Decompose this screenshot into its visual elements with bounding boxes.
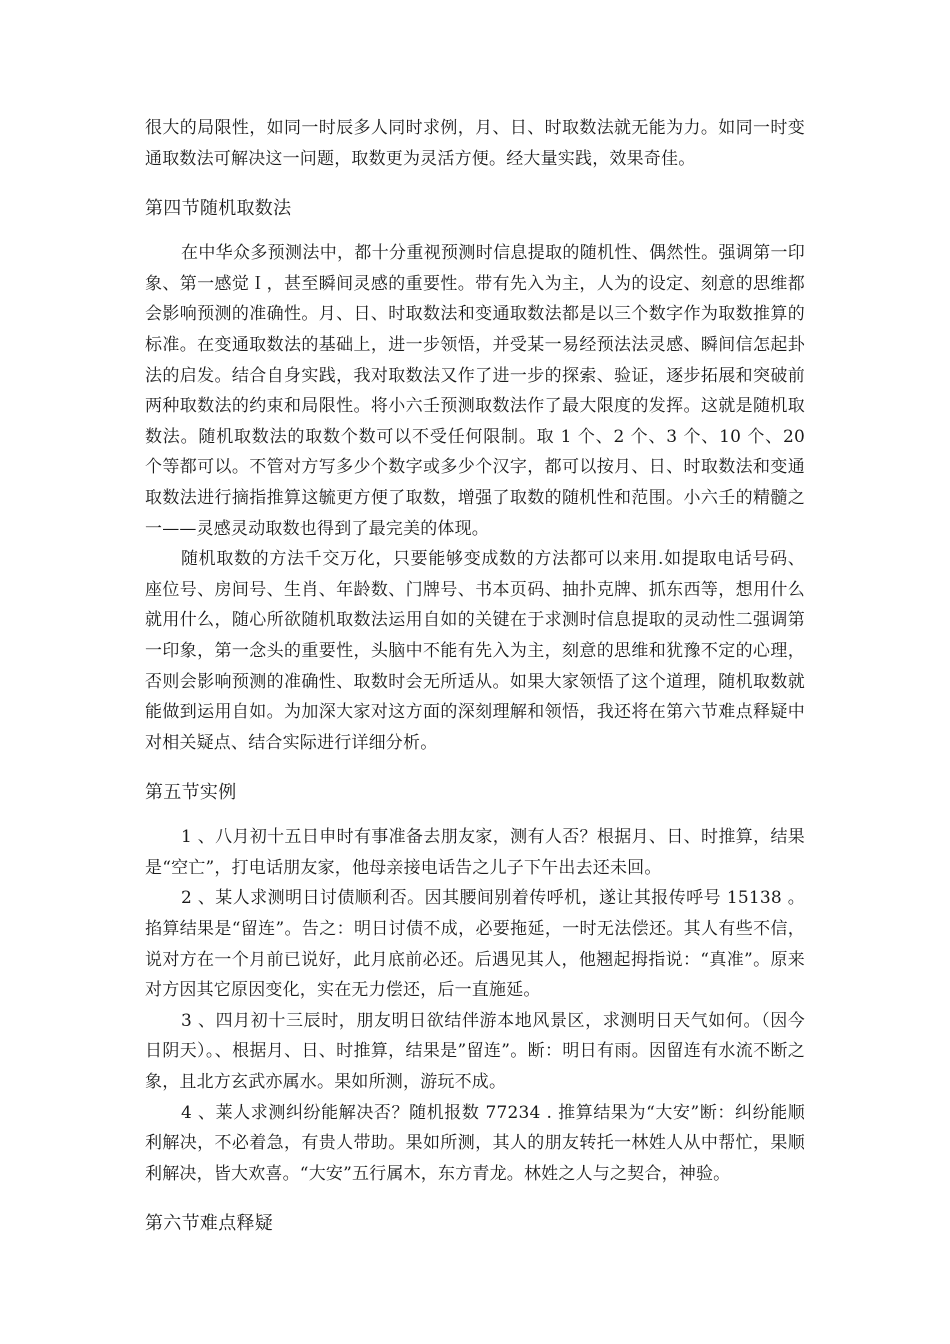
section-6-heading: 第六节难点释疑 <box>145 1213 274 1235</box>
example-4: 4 、莱人求测纠纷能解决否？随机报数 77234 . 推算结果为“大安”断：纠纷能顺利解决，不必着急，有贵人带助。果如所测，其人的朋友转托一林姓人从中帮忙，果顺利解决，皆大欢喜。“大安”五行属木，东方青龙。林姓之人与之契合，神验。 <box>145 1102 805 1184</box>
example-1: 1 、八月初十五日申时有事准备去朋友家，测有人否？根据月、日、时推算，结果是“空亡”，打电话朋友家，他母亲接电话告之儿子下午出去还未回。 <box>145 827 805 878</box>
section-5-heading: 第五节实例 <box>145 782 237 804</box>
intro-paragraph: 很大的局限性，如同一时辰多人同时求例，月、日、时取数法就无能为力。如同一时变通取数法可解决这一问题，取数更为灵活方便。经大量实践，效果奇佳。 <box>145 118 805 169</box>
example-2: 2 、某人求测明日讨债顺利否。因其腰间别着传呼机，遂让其报传呼号 15138 。掐算结果是“留连”。告之：明日讨债不成，必要拖延，一时无法偿还。其人有些不信，说对方在一个月前已说好，此月底前必还。后遇见其人，他翘起拇指说：“真准”。原来对方因其它原因变化，实在无力偿还，后一直施延。 <box>145 888 805 1001</box>
section-4-heading: 第四节随机取数法 <box>145 198 292 220</box>
example-3: 3 、四月初十三辰时，朋友明日欲结伴游本地风景区，求测明日天气如何。（因今日阴天）。、根据月、日、时推算，结果是”留连”。断：明日有雨。因留连有水流不断之象，且北方玄武亦属水。果如所测，游玩不成。 <box>145 1010 805 1093</box>
section-4-paragraph-2: 随机取数的方法千交万化，只要能够变成数的方法都可以来用.如提取电话号码、座位号、房间号、生肖、年龄数、门牌号、书本页码、抽扑克牌、抓东西等，想用什么就用什么，随心所欲随机取数法运用自如的关键在于求测时信息提取的灵动性二强调第一印象，第一念头的重要性，头脑中不能有先入为主，刻意的思维和犹豫不定的心理，否则会影响预测的准确性、取数时会无所适从。如果大家领悟了这个道理，随机取数就能做到运用自如。为加深大家对这方面的深刻理解和领悟，我还将在第六节难点释疑中对相关疑点、结合实际进行详细分析。 <box>145 549 805 753</box>
section-4-paragraph-1: 在中华众多预测法中，都十分重视预测时信息提取的随机性、偶然性。强调第一印象、第一感觉Ｉ，甚至瞬间灵感的重要性。带有先入为主，人为的设定、刻意的思维都会影响预测的准确性。月、日、时取数法和变通取数法都是以三个数字作为取数推算的标准。在变通取数法的基础上，进一步领悟，并受某一易经预法法灵感、瞬间信怎起卦法的启发。结合自身实践，我对取数法又作了进一步的探索、验证，逐步拓展和突破前两种取数法的约束和局限性。将小六壬预测取数法作了最大限度的发挥。这就是随机取数法。随机取数法的取数个数可以不受任何限制。取 1 个、2 个、3 个、10 个、20 个等都可以。不管对方写多少个数字或多少个汉字，都可以按月、日、时取数法和变通取数法进行摘指推算这毓更方便了取数，增强了取数的随机性和范围。小六壬的精髓之一——灵感灵动取数也得到了最完美的体现。 <box>145 243 805 539</box>
document-page <box>145 113 805 1239</box>
